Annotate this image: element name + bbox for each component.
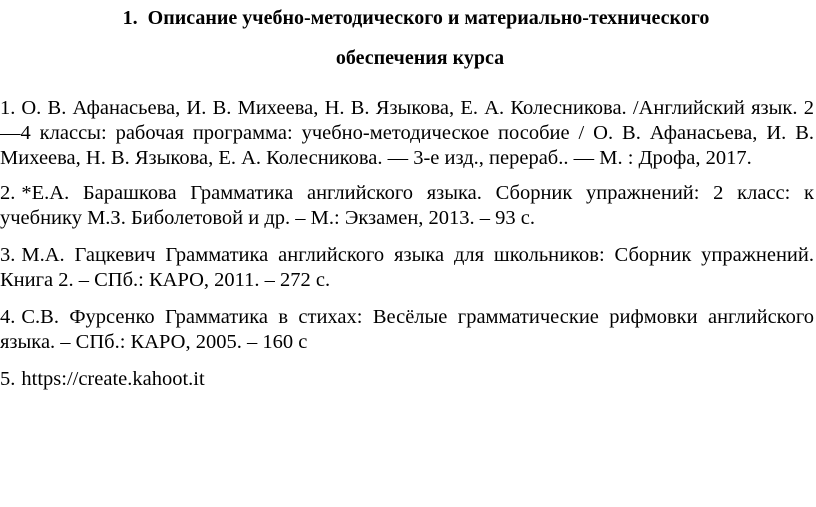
- reference-text: *Е.А. Барашкова Грамматика английского языка. Сборник упражнений: 2 класс: к учебнику М.З. Биболетовой и др. – М.: Экзамен, 2013. – 93 с.: [0, 182, 814, 229]
- section-title-line-2: обеспечения курса: [335, 47, 505, 69]
- reference-index: 1.: [0, 97, 16, 119]
- reference-text: М.А. Гацкевич Грамматика английского языка для школьников: Сборник упражнений. Книга 2. – СПб.: КАРО, 2011. – 272 с.: [0, 244, 814, 291]
- section-heading: [8, 6, 816, 30]
- reference-index: 2.: [0, 182, 16, 204]
- reference-item-1: [0, 96, 814, 171]
- reference-index: 4.: [0, 306, 16, 328]
- reference-text: О. В. Афанасьева, И. В. Михеева, Н. В. Языкова, Е. А. Колесникова. /Английский язык. 2—4 классы: рабочая программа: учебно-методическое пособие / О. В. Афанасьева, И. В. Михеева, Н. В. Языкова, Е. А. Колесникова. — 3-е изд., перераб.. — М. : Дрофа, 2017.: [0, 97, 814, 169]
- reference-list: [0, 96, 814, 404]
- reference-item-5: [0, 367, 814, 392]
- section-title-line-1: Описание учебно-методического и материально-технического: [147, 7, 710, 29]
- section-number: 1.: [122, 7, 138, 29]
- reference-index: 5.: [0, 368, 16, 390]
- reference-item-3: [0, 243, 814, 293]
- reference-item-4: [0, 305, 814, 355]
- reference-item-2: [0, 181, 814, 231]
- reference-text: С.В. Фурсенко Грамматика в стихах: Весёлые грамматические рифмовки английского языка. – СПб.: КАРО, 2005. – 160 с: [0, 306, 814, 353]
- reference-index: 3.: [0, 244, 16, 266]
- kahoot-link[interactable]: https://create.kahoot.it: [21, 368, 205, 390]
